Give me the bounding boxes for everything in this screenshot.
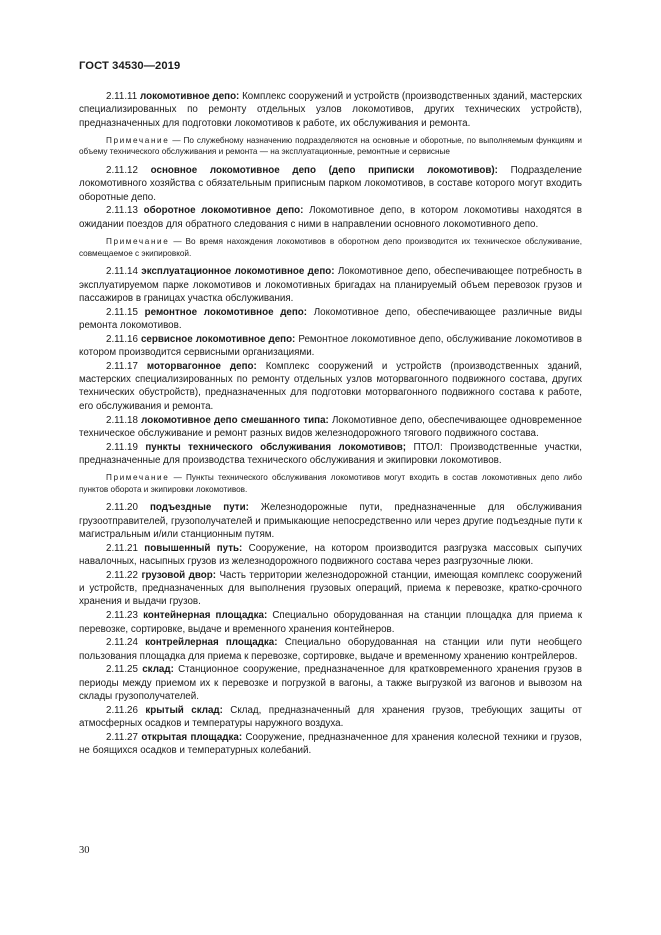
document-header: ГОСТ 34530—2019 bbox=[79, 60, 181, 72]
term-number: 2.11.11 bbox=[106, 91, 138, 102]
term-name: контейнерная площадка: bbox=[143, 610, 268, 622]
note bbox=[79, 236, 582, 259]
page-number: 30 bbox=[79, 845, 90, 856]
term-number: 2.11.12 bbox=[106, 165, 138, 177]
term-definition bbox=[79, 333, 582, 360]
term-name: подъездные пути: bbox=[150, 502, 249, 514]
note bbox=[79, 472, 582, 495]
term-definition bbox=[79, 204, 582, 231]
term-text: ПТОЛ: Производственные участки, предназначенные для производства технического обслуживания и экипировки локомотивов. bbox=[79, 441, 582, 466]
term-name: основное локомотивное депо (депо приписки локомотивов): bbox=[150, 165, 498, 177]
term-name: ремонтное локомотивное депо: bbox=[144, 306, 308, 318]
term-definition bbox=[79, 636, 582, 663]
term-text: Специально оборудованная на станции или пути необщего пользования площадка для приема к перевозке, сортировке, выдаче и временному хранению контрейлеров. bbox=[79, 637, 582, 662]
term-definition bbox=[79, 441, 582, 468]
note bbox=[79, 135, 582, 158]
term-number: 2.11.27 bbox=[106, 731, 138, 743]
note-text: — Во время нахождения локомотивов в оборотном депо производится их техническое обслуживание, совмещаемое с экипировкой. bbox=[79, 237, 582, 258]
term-definition bbox=[79, 731, 582, 758]
term-definition bbox=[79, 609, 582, 636]
term-text: Часть территории железнодорожной станции, имеющая комплекс сооружений и устройств, предназначенных для выполнения грузовых операций, приема к перевозке, кратко-срочного хранения и выдачи грузов. bbox=[79, 569, 582, 608]
note-label: Примечание bbox=[106, 135, 170, 145]
term-number: 2.11.18 bbox=[106, 414, 138, 426]
term-text: Локомотивное депо, в котором локомотивы находятся в ожидании поездов для обратного следования с ними в направлении основного локомотивного депо. bbox=[79, 205, 582, 230]
note-label: Примечание bbox=[106, 237, 170, 247]
term-text: Комплекс сооружений и устройств (производственных зданий, мастерских специализированных по ремонту отдельных узлов локомотивов, других технических устройств), предназначенных для подготовки локомотивов к работе, их обслуживания и ремонта. bbox=[79, 91, 582, 129]
term-name: локомотивное депо: bbox=[139, 91, 240, 102]
term-definition bbox=[79, 164, 582, 204]
term-name: локомотивное депо смешанного типа: bbox=[141, 414, 329, 426]
term-number: 2.11.21 bbox=[106, 542, 138, 554]
term-number: 2.11.24 bbox=[106, 637, 138, 649]
term-definition bbox=[79, 360, 582, 413]
term-name: сервисное локомотивное депо: bbox=[140, 333, 296, 345]
term-number: 2.11.19 bbox=[106, 441, 138, 453]
term-number: 2.11.14 bbox=[106, 266, 138, 278]
term-name: крытый склад: bbox=[145, 704, 223, 716]
term-text: Ремонтное локомотивное депо, обслуживание локомотивов в котором производится сервисными организациями. bbox=[79, 333, 582, 359]
term-text: Локомотивное депо, обеспечивающее потребность в эксплуатируемом парке локомотивов и локомотивных бригадах на планируемый объем перевозок грузов и пассажиров в границах участка обслуживания. bbox=[79, 266, 582, 304]
term-text: Комплекс сооружений и устройств (производственных зданий, мастерских специализированных по ремонту отдельных узлов моторвагонного подвижного состава, других технических обустройств), предназначенных для подготовки моторвагонного подвижного состава к работе, его обслуживания и ремонта. bbox=[79, 360, 582, 412]
term-number: 2.11.23 bbox=[106, 610, 138, 622]
note-text: — Пункты технического обслуживания локомотивов могут входить в состав локомотивных депо либо пунктов оборота и экипировки локомотивов. bbox=[79, 473, 582, 494]
term-text: Специально оборудованная на станции площадка для приема к перевозке, сортировке, выдаче и временного хранения контейнеров. bbox=[79, 610, 582, 635]
term-definition bbox=[79, 569, 582, 609]
term-name: пункты технического обслуживания локомотивов; bbox=[145, 441, 407, 453]
term-name: грузовой двор: bbox=[141, 569, 217, 581]
term-number: 2.11.15 bbox=[106, 306, 138, 318]
note-label: Примечание bbox=[106, 473, 170, 483]
term-text: Станционное сооружение, предназначенное для кратковременного хранения грузов в периоды между приемом их к перевозке и погрузкой в вагоны, а также выгрузкой из вагонов и вывозом на склады грузополучателей. bbox=[79, 664, 582, 703]
term-definition bbox=[79, 704, 582, 731]
term-name: контрейлерная площадка: bbox=[145, 637, 278, 649]
term-definition bbox=[79, 306, 582, 333]
term-name: эксплуатационное локомотивное депо: bbox=[141, 266, 335, 278]
term-number: 2.11.20 bbox=[106, 502, 138, 514]
term-definition bbox=[79, 663, 582, 703]
term-text: Сооружение, предназначенное для хранения колесной техники и грузов, не боящихся осадков и температурных колебаний. bbox=[79, 731, 582, 757]
term-number: 2.11.17 bbox=[106, 360, 138, 372]
term-number: 2.11.25 bbox=[106, 664, 138, 676]
term-text: Склад, предназначенный для хранения грузов, требующих защиты от атмосферных осадков и температуры наружного воздуха. bbox=[79, 704, 582, 730]
term-number: 2.11.13 bbox=[106, 205, 138, 217]
note-text: — По служебному назначению подразделяются на основные и оборотные, по выполняемым функциям и объему технического обслуживания и ремонта — на эксплуатационные, ремонтные и сервисные bbox=[79, 135, 582, 157]
term-name: повышенный путь: bbox=[144, 542, 243, 554]
term-text: Локомотивное депо, обеспечивающее одновременное техническое обслуживание и ремонт разных видов железнодорожного тягового подвижного состава. bbox=[79, 414, 582, 439]
term-text: Подразделение локомотивного хозяйства с обязательным приписным парком локомотивов, в составе которого могут входить оборотные депо. bbox=[79, 165, 582, 203]
term-text: Сооружение, на котором производится разгрузка массовых сыпучих навалочных, насыпных грузов из железнодорожного подвижного состава через разгрузочные люки. bbox=[79, 542, 582, 568]
term-name: склад: bbox=[142, 664, 174, 676]
definitions-body bbox=[79, 90, 582, 758]
term-name: открытая площадка: bbox=[141, 731, 243, 743]
term-name: оборотное локомотивное депо: bbox=[143, 205, 304, 217]
term-number: 2.11.22 bbox=[106, 569, 138, 581]
term-name: моторвагонное депо: bbox=[146, 360, 257, 372]
term-definition bbox=[79, 501, 582, 541]
term-number: 2.11.26 bbox=[106, 704, 138, 716]
term-definition bbox=[79, 414, 582, 441]
term-text: Локомотивное депо, обеспечивающее различные виды ремонта локомотивов. bbox=[79, 306, 582, 331]
term-number: 2.11.16 bbox=[106, 333, 138, 345]
term-definition bbox=[79, 542, 582, 569]
term-text: Железнодорожные пути, предназначенные для обслуживания грузоотправителей, грузополучателей и примыкающие непосредственно или через другие подъездные пути к магистральным и/или станционным путям. bbox=[79, 502, 582, 540]
term-definition bbox=[79, 90, 582, 130]
term-definition bbox=[79, 265, 582, 305]
